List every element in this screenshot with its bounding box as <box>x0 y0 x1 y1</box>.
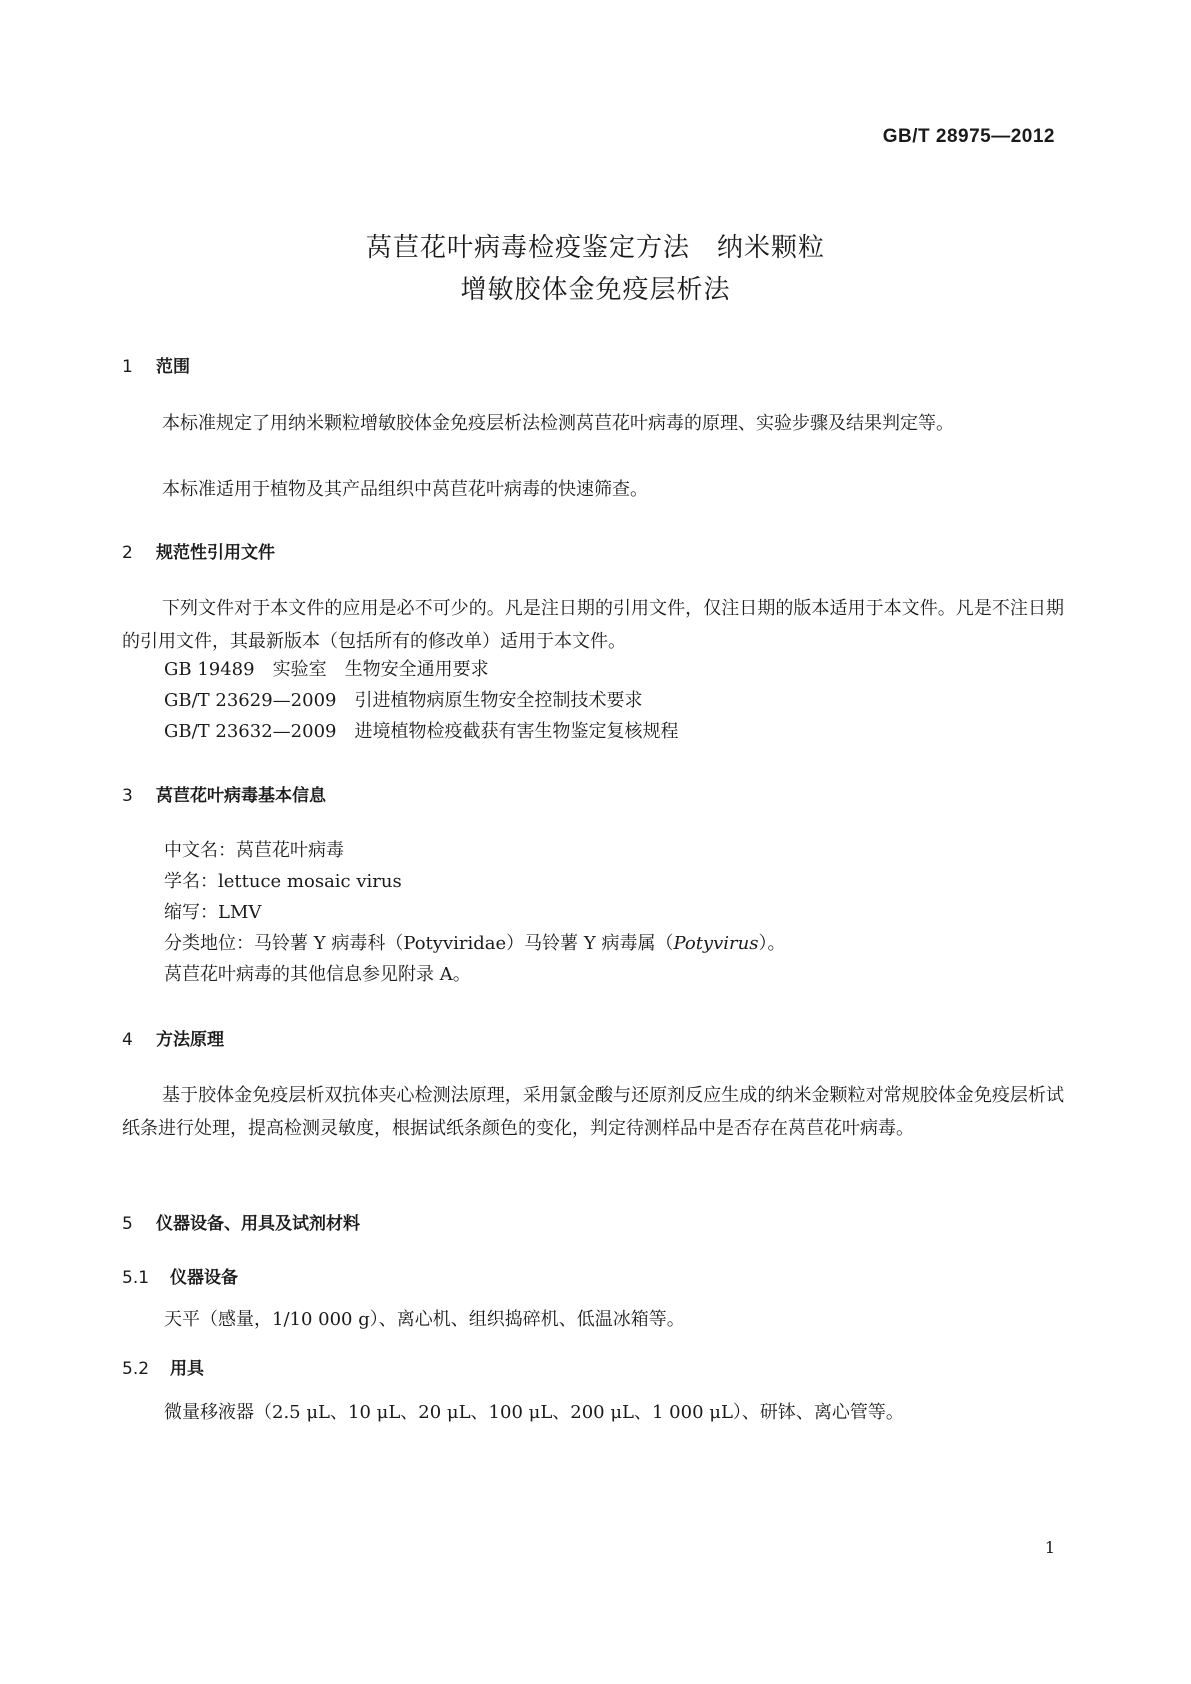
section-2-paragraph-1: 下列文件对于本文件的应用是必不可少的。凡是注日期的引用文件，仅注日期的版本适用于本文件。凡是不注日期的引用文件，其最新版本（包括所有的修改单）适用于本文件。 <box>122 598 1064 652</box>
subsection-title: 仪器设备 <box>170 1268 238 1288</box>
section-title: 规范性引用文件 <box>156 543 275 563</box>
other-info: 莴苣花叶病毒的其他信息参见附录 A。 <box>164 964 471 985</box>
reference-item: GB/T 23632—2009 进境植物检疫截获有害生物鉴定复核规程 <box>164 721 679 742</box>
scientific-name: 学名：lettuce mosaic virus <box>164 871 402 892</box>
section-number: 1 <box>122 357 133 377</box>
section-1-paragraph-2: 本标准适用于植物及其产品组织中莴苣花叶病毒的快速筛查。 <box>162 479 648 500</box>
subsection-title: 用具 <box>170 1359 204 1379</box>
section-1-heading <box>122 352 190 377</box>
section-number: 2 <box>122 543 133 563</box>
standard-number: GB/T 28975—2012 <box>882 126 1055 147</box>
taxonomy <box>164 927 785 960</box>
section-number: 4 <box>122 1030 133 1050</box>
section-title: 范围 <box>156 357 190 377</box>
section-3-heading <box>122 781 326 806</box>
section-2-heading <box>122 538 275 563</box>
chinese-name: 中文名：莴苣花叶病毒 <box>164 840 344 861</box>
section-number: 5 <box>122 1214 133 1234</box>
section-title: 莴苣花叶病毒基本信息 <box>156 786 326 806</box>
subsection-number: 5.2 <box>122 1359 150 1379</box>
page-number: 1 <box>1044 1538 1055 1557</box>
section-title: 仪器设备、用具及试剂材料 <box>156 1214 360 1234</box>
title-line-1: 莴苣花叶病毒检疫鉴定方法 纳米颗粒 <box>365 233 825 263</box>
section-1-paragraph-1: 本标准规定了用纳米颗粒增敏胶体金免疫层析法检测莴苣花叶病毒的原理、实验步骤及结果判定等。 <box>162 413 954 434</box>
taxonomy-genus: Potyvirus <box>673 933 759 954</box>
abbreviation: 缩写：LMV <box>164 902 262 923</box>
section-5-2-text: 微量移液器（2.5 μL、10 μL、20 μL、100 μL、200 μL、1 000 μL）、研钵、离心管等。 <box>164 1402 904 1423</box>
section-number: 3 <box>122 786 133 806</box>
section-title: 方法原理 <box>156 1030 224 1050</box>
section-5-heading <box>122 1209 360 1234</box>
subsection-number: 5.1 <box>122 1268 150 1288</box>
section-4-heading <box>122 1025 224 1050</box>
section-4-paragraph-1: 基于胶体金免疫层析双抗体夹心检测法原理，采用氯金酸与还原剂反应生成的纳米金颗粒对常规胶体金免疫层析试纸条进行处理，提高检测灵敏度，根据试纸条颜色的变化，判定待测样品中是否存在莴苣花叶病毒。 <box>122 1085 1064 1139</box>
section-5-1-heading <box>122 1263 238 1288</box>
reference-item: GB 19489 实验室 生物安全通用要求 <box>164 659 489 680</box>
document-title <box>0 227 1191 311</box>
taxonomy-prefix: 分类地位：马铃薯 Y 病毒科（Potyviridae）马铃薯 Y 病毒属（ <box>164 933 674 954</box>
section-5-2-heading <box>122 1354 204 1379</box>
section-5-1-text: 天平（感量，1/10 000 g）、离心机、组织捣碎机、低温冰箱等。 <box>164 1309 685 1330</box>
reference-item: GB/T 23629—2009 引进植物病原生物安全控制技术要求 <box>164 690 643 711</box>
title-line-2: 增敏胶体金免疫层析法 <box>460 275 731 305</box>
taxonomy-suffix: ）。 <box>758 933 786 954</box>
